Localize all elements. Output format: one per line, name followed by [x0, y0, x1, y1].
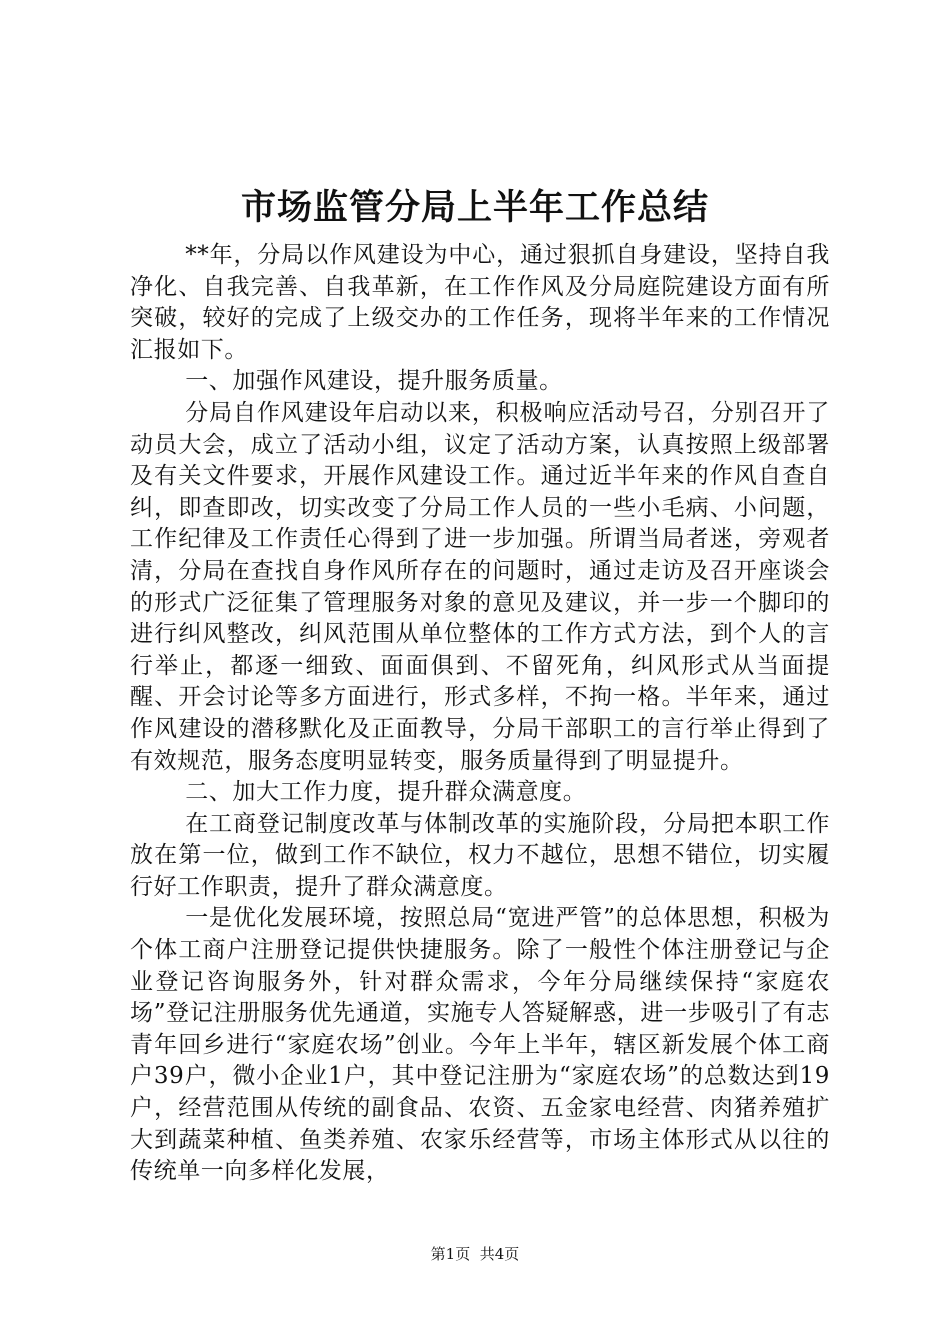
document-title: 市场监管分局上半年工作总结 — [240, 187, 709, 228]
paragraph-section-1: 分局自作风建设年启动以来，积极响应活动号召，分别召开了动员大会，成立了活动小组，议定了活动方案，认真按照上级部署及有关文件要求，开展作风建设工作。通过近半年来的作风自查自纠，即查即改，切实改变了分局工作人员的一些小毛病、小问题，工作纪律及工作责任心得到了进一步加强。所谓当局者迷，旁观者清，分局在查找自身作风所存在的问题时，通过走访及召开座谈会的形式广泛征集了管理服务对象的意见及建议，并一步一个脚印的进行纠风整改，纠风范围从单位整体的工作方式方法，到个人的言行举止，都逐一细致、面面俱到、不留死角，纠风形式从当面提醒、开会讨论等多方面进行，形式多样，不拘一格。半年来，通过作风建设的潜移默化及正面教导，分局干部职工的言行举止得到了有效规范，服务态度明显转变，服务质量得到了明显提升。 — [130, 399, 830, 774]
paragraph-section-2: 在工商登记制度改革与体制改革的实施阶段，分局把本职工作放在第一位，做到工作不缺位，权力不越位，思想不错位，切实履行好工作职责，提升了群众满意度。 — [130, 810, 830, 900]
document-body — [130, 240, 830, 1188]
page-number-current: 第1页 — [430, 1245, 471, 1263]
paragraph-intro: **年，分局以作风建设为中心，通过狠抓自身建设，坚持自我净化、自我完善、自我革新，在工作作风及分局庭院建设方面有所突破，较好的完成了上级交办的工作任务，现将半年来的工作情况汇报如下。 — [130, 242, 830, 363]
page-footer — [0, 1244, 950, 1264]
paragraph-item-1: 一是优化发展环境，按照总局“宽进严管”的总体思想，积极为个体工商户注册登记提供快捷服务。除了一般性个体注册登记与企业登记咨询服务外，针对群众需求，今年分局继续保持“家庭农场”登记注册服务优先通道，实施专人答疑解惑，进一步吸引了有志青年回乡进行“家庭农场”创业。今年上半年，辖区新发展个体工商户39户，微小企业1户，其中登记注册为“家庭农场”的总数达到19户，经营范围从传统的副食品、农资、五金家电经营、肉猪养殖扩大到蔬菜种植、鱼类养殖、农家乐经营等，市场主体形式从以往的传统单一向多样化发展， — [130, 905, 830, 1185]
page-number-total: 共4页 — [479, 1245, 520, 1263]
footer-gap — [470, 1245, 480, 1263]
section-heading-1: 一、加强作风建设，提升服务质量。 — [185, 368, 563, 395]
section-heading-2: 二、加大工作力度，提升群众满意度。 — [185, 779, 587, 806]
